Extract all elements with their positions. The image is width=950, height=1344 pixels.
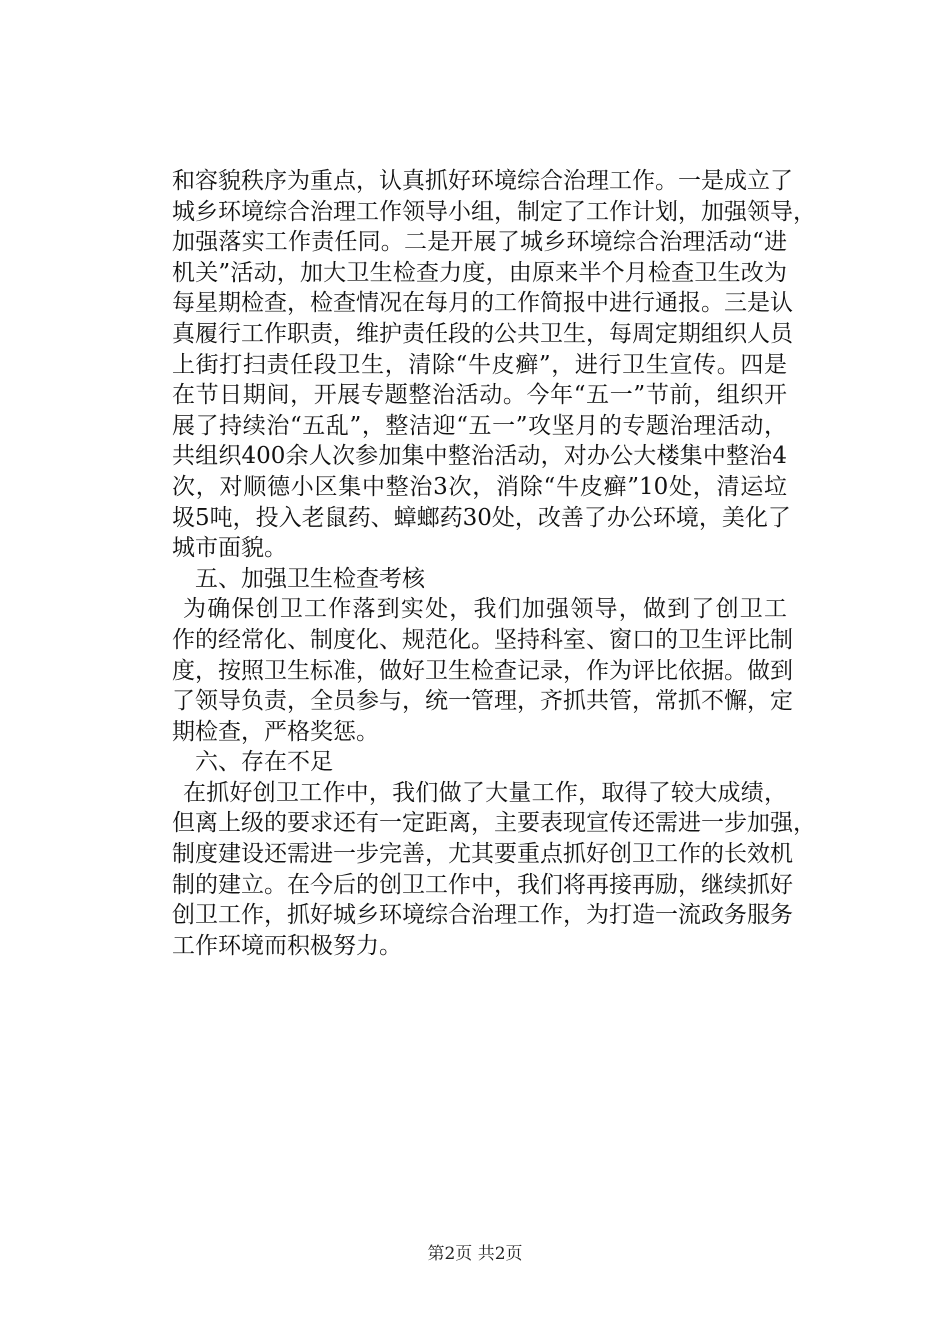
text-line: 和容貌秩序为重点，认真抓好环境综合治理工作。一是成立了	[172, 168, 793, 194]
text-line: 工作环境而积极努力。	[172, 932, 402, 959]
text-line: 但离上级的要求还有一定距离，主要表现宣传还需进一步加强，	[172, 810, 816, 837]
text-line: 共组织400余人次参加集中整治活动，对办公大楼集中整治4	[172, 443, 787, 470]
text-line: 在抓好创卫工作中，我们做了大量工作，取得了较大成绩，	[183, 779, 787, 806]
section-heading: 五、加强卫生检查考核	[195, 565, 425, 592]
section-heading: 六、存在不足	[195, 749, 333, 776]
text-line: 为确保创卫工作落到实处，我们加强领导，做到了创卫工	[183, 596, 787, 623]
text-line: 机关”活动，加大卫生检查力度，由原来半个月检查卫生改为	[172, 259, 787, 286]
text-line: 城市面貌。	[172, 535, 287, 562]
text-line: 作的经常化、制度化、规范化。坚持科室、窗口的卫生评比制	[172, 626, 793, 653]
text-line: 创卫工作，抓好城乡环境综合治理工作，为打造一流政务服务	[172, 902, 793, 929]
text-line: 期检查，严格奖惩。	[172, 718, 379, 745]
text-line: 次，对顺德小区集中整治3次，消除“牛皮癣”10处，清运垃	[172, 473, 787, 500]
text-line: 度，按照卫生标准，做好卫生检查记录，作为评比依据。做到	[172, 657, 793, 684]
page-footer: 第2页 共2页	[427, 1244, 523, 1264]
text-line: 每星期检查，检查情况在每月的工作简报中进行通报。三是认	[172, 290, 793, 317]
text-line: 制的建立。在今后的创卫工作中，我们将再接再励，继续抓好	[172, 871, 793, 898]
text-line: 了领导负责，全员参与，统一管理，齐抓共管，常抓不懈，定	[172, 688, 793, 715]
text-line: 圾5吨，投入老鼠药、蟑螂药30处，改善了办公环境，美化了	[172, 504, 791, 531]
text-line: 制度建设还需进一步完善，尤其要重点抓好创卫工作的长效机	[172, 841, 793, 868]
text-line: 真履行工作职责，维护责任段的公共卫生，每周定期组织人员	[172, 320, 793, 347]
text-line: 城乡环境综合治理工作领导小组，制定了工作计划，加强领导，	[172, 198, 816, 225]
text-line: 加强落实工作责任同。二是开展了城乡环境综合治理活动“进	[172, 229, 787, 256]
text-line: 上街打扫责任段卫生，清除“牛皮癣”，进行卫生宣传。四是	[172, 351, 787, 378]
text-line: 展了持续治“五乱”，整洁迎“五一”攻坚月的专题治理活动，	[172, 412, 787, 439]
document-body	[172, 166, 816, 961]
text-line: 在节日期间，开展专题整治活动。今年“五一”节前，组织开	[172, 382, 787, 409]
